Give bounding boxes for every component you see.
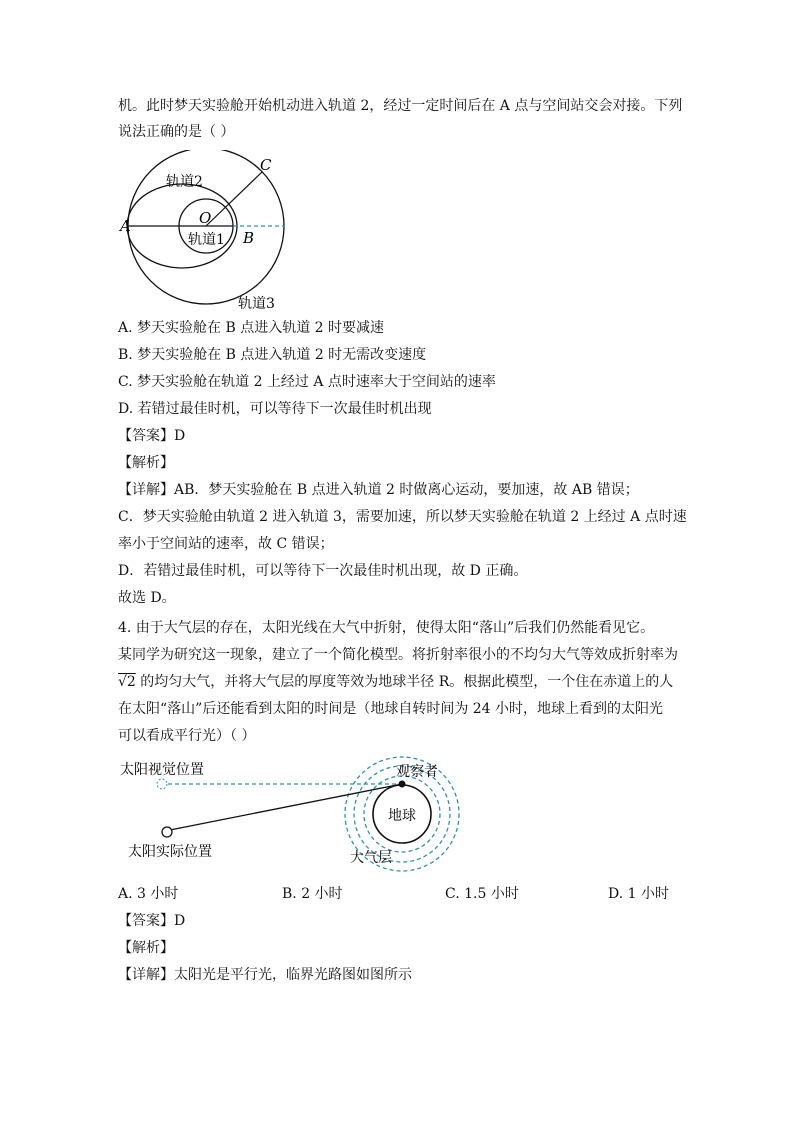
q4-line-3 (118, 672, 673, 692)
q4-analysis-title: 【解析】 (118, 940, 174, 956)
intro-line-2: 说法正确的是（ ） (118, 124, 235, 140)
q3-detail-3: 率小于空间站的速率，故 C 错误； (118, 536, 334, 552)
label-orbit-1: 轨道1 (188, 232, 225, 248)
q4-line-4: 在太阳“落山”后还能看到太阳的时间是（地球自转时间为 24 小时，地球上看到的太阳光 (118, 701, 664, 717)
label-b: B (243, 229, 255, 247)
label-atmosphere: 大气层 (350, 850, 392, 866)
q4-line-5: 可以看成平行光）（ ） (118, 728, 256, 744)
label-o: O (199, 209, 212, 227)
label-orbit-2: 轨道2 (166, 174, 203, 190)
line-o-c (206, 172, 262, 226)
actual-ray (170, 784, 402, 830)
q4-detail: 【详解】太阳光是平行光，临界光路图如图所示 (118, 967, 412, 983)
label-c: C (260, 156, 272, 174)
label-observer: 观察者 (396, 764, 438, 780)
q4-line-1: 4. 由于大气层的存在，太阳光线在大气中折射，使得太阳“落山”后我们仍然能看见它。 (118, 620, 655, 636)
q3-detail-1: 【详解】AB．梦天实验舱在 B 点进入轨道 2 时做离心运动，要加速，故 AB 错误； (118, 482, 639, 498)
intro-line-1: 机。此时梦天实验舱开始机动进入轨道 2，经过一定时间后在 A 点与空间站交会对接。下列 (118, 98, 683, 114)
sqrt-two: √2 (118, 674, 136, 690)
orbit-diagram (110, 150, 300, 315)
q3-analysis-title: 【解析】 (118, 455, 174, 471)
label-a: A (120, 217, 131, 235)
observer-point (399, 781, 406, 788)
q4-choice-b: B. 2 小时 (282, 886, 343, 902)
q4-line-3-rest: 的均匀大气，并将大气层的厚度等效为地球半径 R。根据此模型，一个住在赤道上的人 (135, 674, 674, 690)
label-earth: 地球 (388, 808, 416, 824)
label-actual-position: 太阳实际位置 (128, 844, 212, 860)
q3-detail-2: C．梦天实验舱由轨道 2 进入轨道 3，需要加速，所以梦天实验舱在轨道 2 上经过 A 点时速 (118, 509, 687, 525)
label-orbit-3: 轨道3 (238, 296, 275, 312)
visual-sun-point (157, 779, 167, 789)
q4-choice-c: C. 1.5 小时 (445, 886, 519, 902)
q3-option-d: D. 若错过最佳时机，可以等待下一次最佳时机出现 (118, 401, 432, 417)
q4-answer: 【答案】D (118, 913, 186, 929)
actual-sun-point (162, 827, 172, 837)
refraction-diagram (110, 752, 470, 872)
q4-line-2: 某同学为研究这一现象，建立了一个简化模型。将折射率很小的不均匀大气等效成折射率为 (118, 647, 678, 663)
q3-option-b: B. 梦天实验舱在 B 点进入轨道 2 时无需改变速度 (118, 347, 427, 363)
label-visual-position: 太阳视觉位置 (120, 762, 204, 778)
q4-choice-a: A. 3 小时 (118, 886, 179, 902)
q3-answer: 【答案】D (118, 428, 186, 444)
q3-option-a: A. 梦天实验舱在 B 点进入轨道 2 时要减速 (118, 320, 385, 336)
q3-option-c: C. 梦天实验舱在轨道 2 上经过 A 点时速率大于空间站的速率 (118, 374, 496, 390)
q3-detail-4: D．若错过最佳时机，可以等待下一次最佳时机出现，故 D 正确。 (118, 563, 528, 579)
q4-choice-d: D. 1 小时 (608, 886, 669, 902)
q3-detail-5: 故选 D。 (118, 590, 176, 606)
